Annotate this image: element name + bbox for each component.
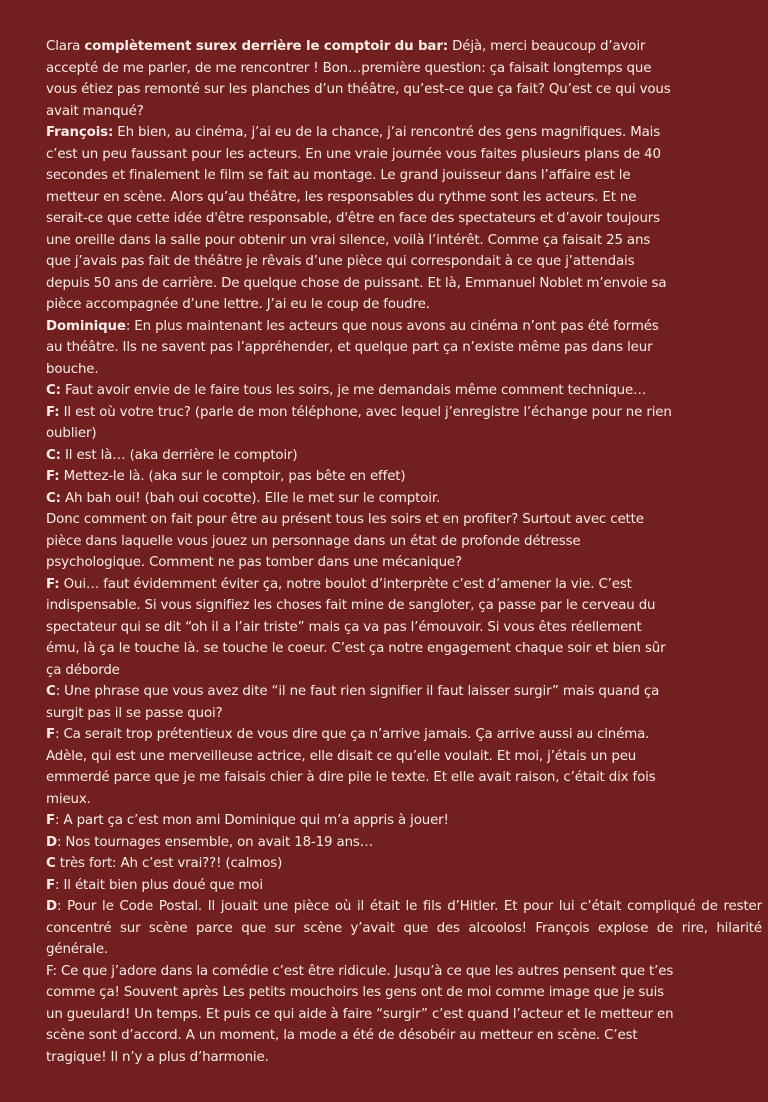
- paragraph-f-1: [46, 402, 674, 445]
- speaker-tag: C: [46, 684, 56, 699]
- paragraph-text: Faut avoir envie de le faire tous les soirs, je me demandais même comment technique…: [60, 383, 647, 398]
- paragraph-text: : Nos tournages ensemble, on avait 18-19 ans…: [56, 834, 373, 850]
- speaker-tag: D: [46, 834, 57, 850]
- paragraph-clara-intro: [46, 36, 674, 122]
- speaker-tag: F:: [46, 469, 60, 484]
- paragraph-text: Il est où votre truc? (parle de mon téléphone, avec lequel j’enregistre l’échange pour ne rien oublier): [46, 404, 672, 441]
- speaker-tag: Dominique: [46, 318, 126, 334]
- paragraph-c-1: [46, 380, 674, 402]
- paragraph-text: Ah bah oui! (bah oui cocotte). Elle le met sur le comptoir.: [60, 490, 441, 506]
- paragraph-c-3: [46, 488, 674, 510]
- speaker-tag: François:: [46, 125, 114, 140]
- paragraph-text: : A part ça c’est mon ami Dominique qui m’a appris à jouer!: [55, 813, 449, 828]
- paragraph-text: : Une phrase que vous avez dite “il ne faut rien signifier il faut laisser surgir” mais quand ça surgit pas il se passe quoi?: [46, 684, 660, 721]
- speaker: Clara: [46, 39, 81, 54]
- paragraph-text: Eh bien, au cinéma, j’ai eu de la chance, j’ai rencontré des gens magnifiques. Mais c’est un peu faussant pour les acteurs. En une vraie journée vous faites plusieurs plans de 40 secondes et finalement le film se fait au montage. Le grand jouisseur dans l’affaire est le metteur en scène. Alors qu’au théâtre, les responsables du rythme sont les acteurs. Et ne serait-ce que cette idée d'être responsable, d'être en face des spectateurs et d’avoir toujours une oreille dans la salle pour obtenir un vrai silence, voilà l’intérêt. Comme ça faisait 25 ans que j’avais pas fait de théâtre je rêvais d’une pièce qui correspondait à ce que j’attendais depuis 50 ans de carrière. De quelque chose de puissant. Et là, Emmanuel Noblet m’envoie sa pièce accompagnée d’une lettre. J’ai eu le coup de foudre.: [46, 125, 667, 312]
- paragraph-text: Donc comment on fait pour être au présent tous les soirs et en profiter? Surtout avec cette pièce dans laquelle vous jouez un personnage dans un état de profonde détresse psychologique. Comment ne pas tomber dans une mécanique?: [46, 512, 644, 570]
- paragraph-d-2: [46, 896, 762, 961]
- paragraph-text: : Ca serait trop prétentieux de vous dire que ça n’arrive jamais. Ça arrive aussi au cinéma. Adèle, qui est une merveilleuse actrice, elle disait ce qu’elle voulait. Et moi, j’étais un peu emmerdé parce que je me faisais chier à dire pile le texte. Et elle avait raison, c’était dix fois mieux.: [46, 727, 656, 807]
- paragraph-f-3: [46, 574, 674, 682]
- paragraph-text: Mettez-le là. (aka sur le comptoir, pas bête en effet): [59, 469, 406, 484]
- paragraph-text: : En plus maintenant les acteurs que nous avons au cinéma n’ont pas été formés au théâtre. Ils ne savent pas l’appréhender, et quelque part ça n’existe même pas dans leur bouche.: [46, 318, 659, 377]
- paragraph-f-4: [46, 724, 674, 810]
- paragraph-f-7: [46, 961, 674, 1069]
- paragraph-d-1: [46, 832, 674, 854]
- speaker-tag: F: [46, 877, 55, 893]
- paragraph-text: très fort: Ah c’est vrai??! (calmos): [55, 856, 283, 871]
- speaker-tag: C:: [46, 447, 61, 463]
- paragraph-f-2: [46, 466, 674, 488]
- paragraph-text: F: Ce que j’adore dans la comédie c’est être ridicule. Jusqu’à ce que les autres pensent que t’es comme ça! Souvent après Les petits mouchoirs les gens ont de moi comme image que je suis un gueulard! Un temps. Et puis ce qui aide à faire “surgir” c’est quand l’acteur et le metteur en scène sont d’accord. A un moment, la mode a été de désobéir au metteur en scène. C’est tragique! Il n’y a plus d’harmonie.: [46, 963, 674, 1065]
- paragraph-text: Déjà, merci beaucoup d’avoir accepté de me parler, de me rencontrer ! Bon…première question: ça faisait longtemps que vous étiez pas remonté sur les planches d’un théâtre, qu’est-ce que ça fait? Qu’est ce qui vous avait manqué?: [46, 39, 671, 119]
- speaker-tag: F:: [46, 576, 60, 592]
- speaker-tag: C:: [46, 383, 61, 398]
- paragraph-dominique: [46, 316, 674, 381]
- paragraph-c-5: [46, 853, 674, 875]
- paragraph-c-2: [46, 445, 674, 467]
- paragraph-f-6: [46, 875, 674, 897]
- paragraph-c-4: [46, 681, 674, 724]
- speaker-tag: F: [46, 813, 55, 828]
- speaker-tag: F: [46, 727, 55, 742]
- interview-text: [46, 36, 764, 1068]
- speaker-tag: C: [46, 856, 56, 871]
- paragraph-text: : Il était bien plus doué que moi: [55, 877, 263, 893]
- speaker-tag: D: [46, 899, 57, 914]
- paragraph-text: Il est là… (aka derrière le comptoir): [60, 447, 298, 463]
- speaker-tag: C:: [46, 490, 61, 506]
- paragraph-text: : Pour le Code Postal. Il jouait une pièce où il était le fils d’Hitler. Et pour lui c’était compliqué de rester concentré sur scène parce que sur scène y’avait que des alcoolos! François explose de rire, hilarité générale.: [46, 899, 762, 957]
- paragraph-francois: [46, 122, 674, 316]
- paragraph-text: Oui… faut évidemment éviter ça, notre boulot d’interprète c’est d’amener la vie. C’est indispensable. Si vous signifiez les choses fait mine de sangloter, ça passe par le cerveau du spectateur qui se dit “oh il a l’air triste” mais ça va pas l’émouvoir. Si vous êtes réellement ému, là ça le touche là. se touche le coeur. C’est ça notre engagement chaque soir et bien sûr ça déborde: [46, 576, 666, 678]
- paragraph-question: [46, 509, 674, 574]
- paragraph-f-5: [46, 810, 674, 832]
- speaker-tag: complètement surex derrière le comptoir du bar:: [84, 39, 448, 54]
- speaker-tag: F:: [46, 404, 60, 420]
